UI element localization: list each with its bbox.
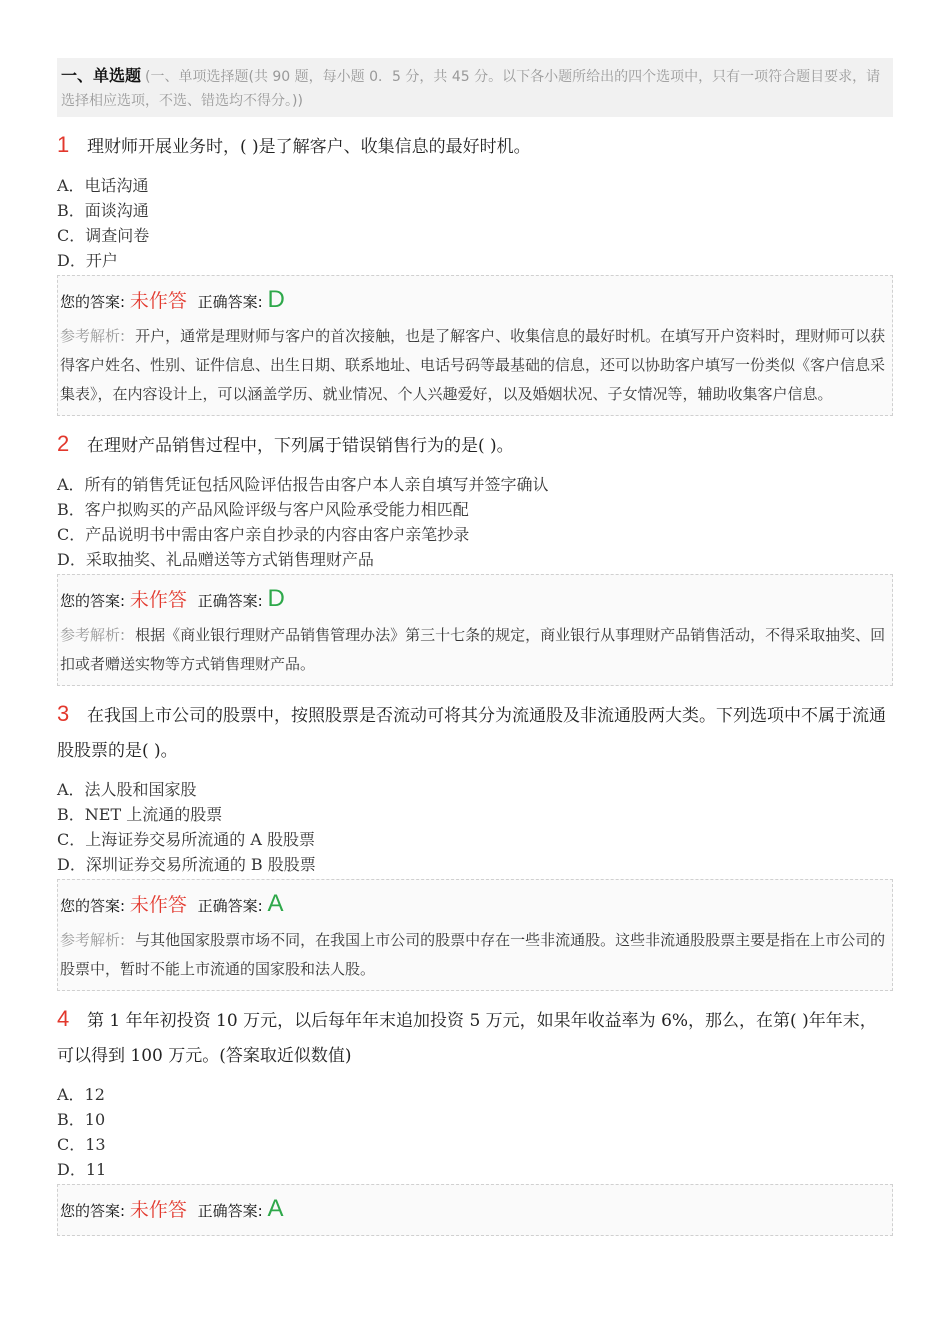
answer-box xyxy=(57,574,893,686)
your-answer-label: 您的答案: xyxy=(60,293,126,311)
option-a[interactable]: A．所有的销售凭证包括风险评估报告由客户本人亲自填写并签字确认 xyxy=(57,475,549,494)
option-d[interactable]: D．采取抽奖、礼品赠送等方式销售理财产品 xyxy=(57,550,374,569)
analysis xyxy=(60,621,890,679)
correct-answer-label: 正确答案: xyxy=(197,897,263,915)
answer-line xyxy=(60,581,890,619)
option-list xyxy=(57,472,893,572)
your-answer-value: 未作答 xyxy=(129,589,187,611)
your-answer-value: 未作答 xyxy=(129,290,187,312)
option-list xyxy=(57,173,893,273)
option-d[interactable]: D．开户 xyxy=(57,251,118,270)
question-stem xyxy=(57,127,893,165)
question-number: 1 xyxy=(57,132,70,157)
question-text: 第 1 年年初投资 10 万元，以后每年年末追加投资 5 万元，如果年收益率为 6%，那么，在第( )年年末，可以得到 100 万元。(答案取近似数值) xyxy=(57,1011,877,1066)
answer-box xyxy=(57,879,893,991)
analysis-text: 与其他国家股票市场不同，在我国上市公司的股票中存在一些非流通股。这些非流通股股票主要是指在上市公司的股票中，暂时不能上市流通的国家股和法人股。 xyxy=(60,931,886,978)
answer-box xyxy=(57,1184,893,1236)
your-answer-label: 您的答案: xyxy=(60,897,126,915)
option-list xyxy=(57,777,893,877)
question-number: 4 xyxy=(57,1006,70,1031)
analysis xyxy=(60,322,890,409)
analysis-label: 参考解析: xyxy=(60,626,126,644)
option-b[interactable]: B．客户拟购买的产品风险评级与客户风险承受能力相匹配 xyxy=(57,500,469,519)
question-number: 3 xyxy=(57,701,70,726)
option-a[interactable]: A．12 xyxy=(57,1085,105,1104)
analysis-text: 根据《商业银行理财产品销售管理办法》第三十七条的规定，商业银行从事理财产品销售活动，不得采取抽奖、回扣或者赠送实物等方式销售理财产品。 xyxy=(60,626,886,673)
your-answer-label: 您的答案: xyxy=(60,1202,126,1220)
question-1 xyxy=(57,127,893,416)
section-title: 一、单选题 xyxy=(61,66,142,85)
correct-answer-label: 正确答案: xyxy=(197,1202,263,1220)
answer-line xyxy=(60,886,890,924)
question-stem xyxy=(57,1001,893,1074)
question-text: 理财师开展业务时，( )是了解客户、收集信息的最好时机。 xyxy=(87,137,531,157)
analysis-text: 开户，通常是理财师与客户的首次接触，也是了解客户、收集信息的最好时机。在填写开户资料时，理财师可以获得客户姓名、性别、证件信息、出生日期、联系地址、电话号码等最基础的信息，还可以协助客户填写一份类似《客户信息采集表》，在内容设计上，可以涵盖学历、就业情况、个人兴趣爱好，以及婚姻状况、子女情况等，辅助收集客户信息。 xyxy=(60,327,886,403)
question-3 xyxy=(57,696,893,991)
analysis xyxy=(60,926,890,984)
analysis-label: 参考解析: xyxy=(60,931,126,949)
analysis-label: 参考解析: xyxy=(60,327,126,345)
question-2 xyxy=(57,426,893,686)
your-answer-label: 您的答案: xyxy=(60,592,126,610)
correct-answer-value: A xyxy=(267,1195,284,1222)
question-text: 在理财产品销售过程中，下列属于错误销售行为的是( )。 xyxy=(87,436,514,456)
exam-page xyxy=(57,58,893,1236)
option-c[interactable]: C．13 xyxy=(57,1135,106,1154)
option-c[interactable]: C．产品说明书中需由客户亲自抄录的内容由客户亲笔抄录 xyxy=(57,525,470,544)
option-c[interactable]: C．调查问卷 xyxy=(57,226,150,245)
option-c[interactable]: C．上海证券交易所流通的 A 股股票 xyxy=(57,830,315,849)
option-d[interactable]: D．11 xyxy=(57,1160,107,1179)
your-answer-value: 未作答 xyxy=(129,894,187,916)
your-answer-value: 未作答 xyxy=(129,1199,187,1221)
option-a[interactable]: A．法人股和国家股 xyxy=(57,780,197,799)
correct-answer-label: 正确答案: xyxy=(197,293,263,311)
question-number: 2 xyxy=(57,431,70,456)
option-a[interactable]: A．电话沟通 xyxy=(57,176,149,195)
option-b[interactable]: B．10 xyxy=(57,1110,106,1129)
question-text: 在我国上市公司的股票中，按照股票是否流动可将其分为流通股及非流通股两大类。下列选项中不属于流通股股票的是( )。 xyxy=(57,706,886,761)
answer-box xyxy=(57,275,893,416)
answer-line xyxy=(60,282,890,320)
answer-line xyxy=(60,1191,890,1229)
correct-answer-value: D xyxy=(267,286,285,313)
question-4 xyxy=(57,1001,893,1236)
option-b[interactable]: B．面谈沟通 xyxy=(57,201,149,220)
question-stem xyxy=(57,696,893,769)
option-b[interactable]: B．NET 上流通的股票 xyxy=(57,805,223,824)
section-description: (一、单项选择题(共 90 题，每小题 0．5 分，共 45 分。以下各小题所给出的四个选项中，只有一项符合题目要求，请选择相应选项，不选、错选均不得分。)) xyxy=(61,69,881,109)
correct-answer-label: 正确答案: xyxy=(197,592,263,610)
correct-answer-value: A xyxy=(267,890,284,917)
section-header xyxy=(57,58,893,117)
option-d[interactable]: D．深圳证券交易所流通的 B 股股票 xyxy=(57,855,316,874)
correct-answer-value: D xyxy=(267,585,285,612)
question-stem xyxy=(57,426,893,464)
option-list xyxy=(57,1082,893,1182)
